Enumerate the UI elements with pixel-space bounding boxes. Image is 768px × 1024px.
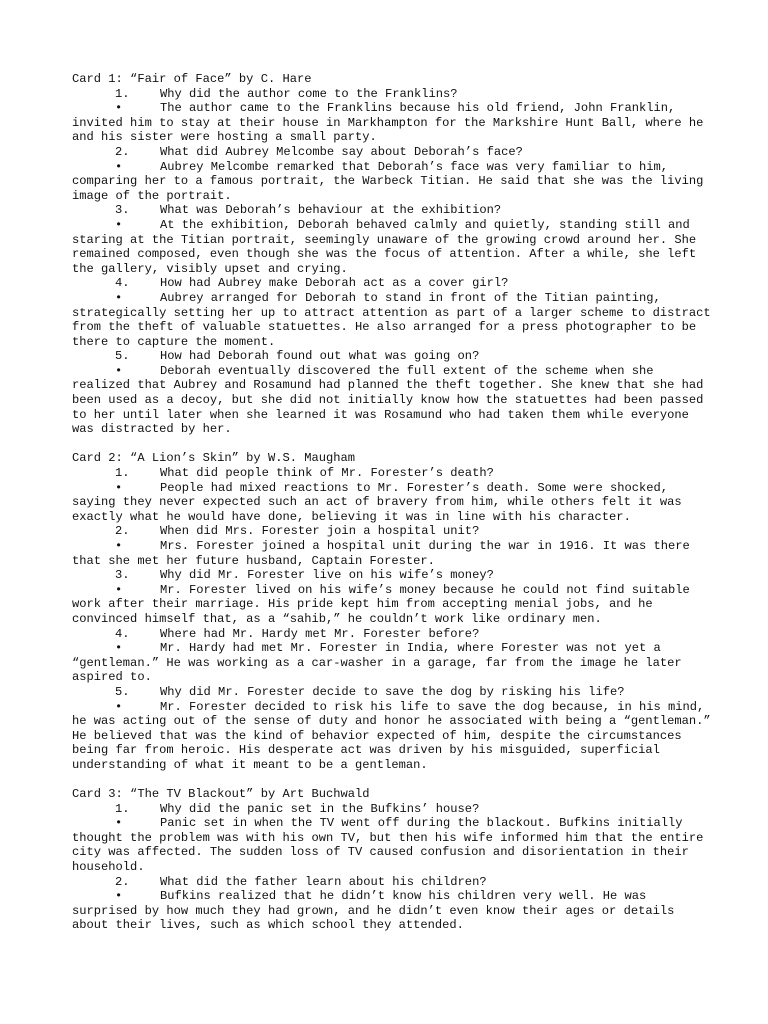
answer: [72, 539, 712, 568]
question: [72, 875, 712, 890]
answer-text: At the exhibition, Deborah behaved calmly and quietly, standing still and staring at the Titian portrait, seemingly unaware of the growing crowd around her. She remained composed, even though she was the focus of attention. After a while, she left the gallery, visibly upset and crying.: [72, 217, 697, 276]
question-text: Why did the author come to the Franklins?: [160, 86, 458, 101]
question: [72, 466, 712, 481]
card-3: [72, 787, 712, 933]
answer-text: People had mixed reactions to Mr. Forester’s death. Some were shocked, saying they never expected such an act of bravery from him, while others felt it was exactly what he would have done, believing it was in line with his character.: [72, 480, 682, 524]
bullet-icon: [115, 101, 160, 116]
bullet-icon: [115, 160, 160, 175]
question-text: What did the father learn about his children?: [160, 874, 487, 889]
question: [72, 145, 712, 160]
bullet-icon: [115, 539, 160, 554]
bullet-icon: [115, 641, 160, 656]
card-2: [72, 451, 712, 772]
document-page: [72, 72, 712, 933]
question-number: 3.: [115, 568, 130, 583]
bullet-icon: [115, 816, 160, 831]
answer-text: Deborah eventually discovered the full extent of the scheme when she realized that Aubrey and Rosamund had planned the theft together. She knew that she had been used as a decoy, but she did not initially know how the statuettes had been passed to her until later when she learned it was Rosamund who had taken them while everyone was distracted by her.: [72, 363, 704, 437]
question-text: What was Deborah’s behaviour at the exhibition?: [160, 203, 502, 218]
answer: [72, 481, 712, 525]
answer-text: Panic set in when the TV went off during the blackout. Bufkins initially thought the problem was with his own TV, but then his wife informed him that the entire city was affected. The sudden loss of TV caused confusion and disorientation in their household.: [72, 816, 704, 875]
question: [72, 276, 712, 291]
bullet-icon: [115, 481, 160, 496]
answer: [72, 364, 712, 437]
answer-text: Mr. Hardy had met Mr. Forester in India, where Forester was not yet a “gentleman.” He was working as a car-washer in a garage, far from the image he later aspired to.: [72, 641, 682, 685]
question-number: 1.: [115, 466, 130, 481]
answer: [72, 583, 712, 627]
answer: [72, 218, 712, 276]
question-number: 2.: [115, 874, 130, 889]
card-heading: Card 1: “Fair of Face” by C. Hare: [72, 72, 312, 86]
question-text: Where had Mr. Hardy met Mr. Forester before?: [160, 626, 480, 641]
card-1: [72, 72, 712, 437]
question: [72, 87, 712, 102]
answer-text: Aubrey arranged for Deborah to stand in front of the Titian painting, strategically setting her up to attract attention as part of a larger scheme to distract from the theft of valuable statuettes. He also arranged for a press photographer to be there to capture the moment.: [72, 290, 711, 349]
bullet-icon: [115, 889, 160, 904]
question-number: 3.: [115, 203, 130, 218]
question: [72, 203, 712, 218]
bullet-icon: [115, 291, 160, 306]
answer-text: Mr. Forester decided to risk his life to save the dog because, in his mind, he was acting out of the sense of duty and honor he associated with being a “gentleman.” He believed that was the kind of behavior expected of him, despite the circumstances being far from heroic. His desperate act was driven by his misguided, superficial understanding of what it meant to be a gentleman.: [72, 699, 711, 772]
answer: [72, 700, 712, 773]
card-heading: Card 3: “The TV Blackout” by Art Buchwald: [72, 787, 370, 802]
answer: [72, 641, 712, 685]
question: [72, 802, 712, 817]
bullet-icon: [115, 583, 160, 598]
answer-text: Bufkins realized that he didn’t know his children very well. He was surprised by how much they had grown, and he didn’t even know their ages or details about their lives, such as which school they attended.: [72, 889, 675, 933]
question-number: 4.: [115, 626, 130, 641]
question-text: What did people think of Mr. Forester’s death?: [160, 466, 494, 481]
question: [72, 685, 712, 700]
question: [72, 627, 712, 642]
question-number: 5.: [115, 349, 130, 364]
question: [72, 524, 712, 539]
question-number: 1.: [115, 86, 130, 101]
question-number: 1.: [115, 801, 130, 816]
answer: [72, 816, 712, 874]
answer-text: Mr. Forester lived on his wife’s money because he could not find suitable work after their marriage. His pride kept him from accepting menial jobs, and he convinced himself that, as a “sahib,” he couldn’t work like ordinary men.: [72, 582, 690, 626]
question-text: Why did the panic set in the Bufkins’ house?: [160, 801, 480, 816]
bullet-icon: [115, 364, 160, 379]
question-text: How had Aubrey make Deborah act as a cover girl?: [160, 276, 509, 291]
question-number: 4.: [115, 276, 130, 291]
question-number: 5.: [115, 684, 130, 699]
question-text: Why did Mr. Forester live on his wife’s money?: [160, 568, 494, 583]
answer: [72, 889, 712, 933]
question: [72, 349, 712, 364]
question-text: Why did Mr. Forester decide to save the dog by risking his life?: [160, 684, 625, 699]
bullet-icon: [115, 218, 160, 233]
question-text: How had Deborah found out what was going on?: [160, 349, 480, 364]
answer-text: Mrs. Forester joined a hospital unit during the war in 1916. It was there that she met her future husband, Captain Forester.: [72, 539, 690, 568]
question-text: What did Aubrey Melcombe say about Deborah’s face?: [160, 144, 523, 159]
question-text: When did Mrs. Forester join a hospital unit?: [160, 524, 480, 539]
answer: [72, 160, 712, 204]
card-heading: Card 2: “A Lion’s Skin” by W.S. Maugham: [72, 451, 356, 466]
bullet-icon: [115, 700, 160, 715]
answer-text: The author came to the Franklins because his old friend, John Franklin, invited him to stay at their house in Markhampton for the Markshire Hunt Ball, where he and his sister were hosting a small party.: [72, 101, 704, 145]
answer-text: Aubrey Melcombe remarked that Deborah’s face was very familiar to him, comparing her to a famous portrait, the Warbeck Titian. He said that she was the living image of the portrait.: [72, 159, 704, 203]
answer: [72, 291, 712, 349]
question-number: 2.: [115, 144, 130, 159]
answer: [72, 101, 712, 145]
question-number: 2.: [115, 524, 130, 539]
question: [72, 568, 712, 583]
